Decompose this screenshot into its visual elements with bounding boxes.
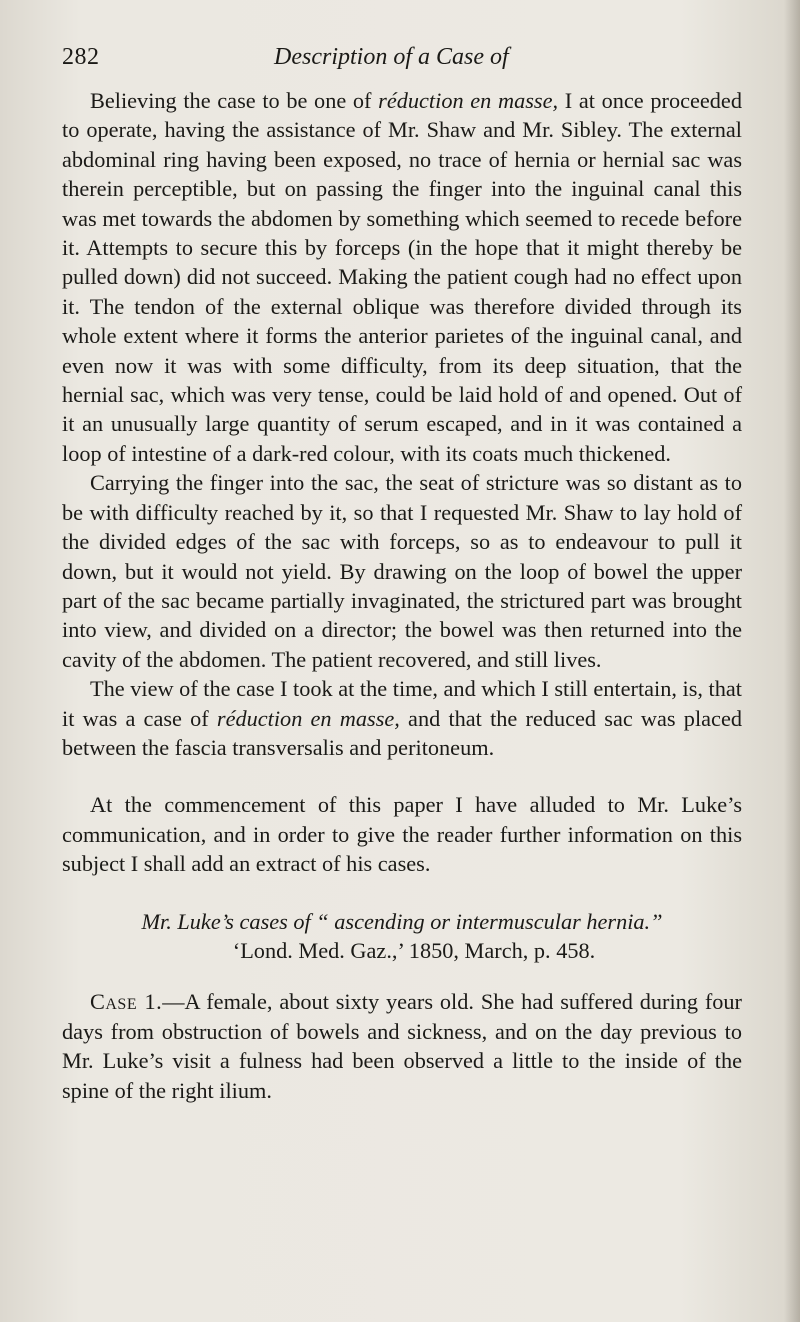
case-1-text: —A female, about sixty years old. She had suffered during four days from obstruction of bowels and sickness, and on the day previous to Mr. Luke’s visit a fulness had been observed a little to the inside of the spine of the right ilium. — [62, 989, 742, 1103]
paragraph-case-1 — [62, 987, 742, 1105]
citation-title: Mr. Luke’s cases of “ ascending or intermuscular hernia.” — [141, 908, 663, 934]
page-header — [62, 38, 742, 78]
case-label: Case 1. — [90, 989, 163, 1015]
paragraph-1-italic-term: réduction en masse, — [378, 88, 559, 113]
citation-block — [62, 907, 742, 966]
citation-reference: ‘Lond. Med. Gaz.,’ 1850, March, p. 458. — [232, 937, 596, 963]
paragraph-1-text-start: Believing the case to be one of — [90, 88, 379, 113]
paragraph-1 — [62, 86, 742, 468]
paragraph-3-italic-term: réduction en masse, — [216, 705, 400, 731]
paragraph-4: At the commencement of this paper I have alluded to Mr. Luke’s communication, and in order to give the reader further information on this subject I shall add an extract of his cases. — [62, 792, 742, 877]
paragraph-3 — [62, 674, 742, 762]
running-title: Description of a Case of — [274, 44, 509, 70]
paragraph-2: Carrying the finger into the sac, the seat of stricture was so distant as to be with difficulty reached by it, so that I requested Mr. Shaw to lay hold of the divided edges of the sac with forceps, so as to endeavour to pull it down, but it would not yield. By drawing on the loop of bowel the upper part of the sac became partially invaginated, the strictured part was brought into view, and divided on a director; the bowel was then returned into the cavity of the abdomen. The patient recovered, and still lives. — [62, 470, 742, 672]
paragraph-1-text-end: I at once proceeded to operate, having the assistance of Mr. Shaw and Mr. Sibley. The external abdominal ring having been exposed, no trace of hernia or hernial sac was therein perceptible, but on passing the finger into the inguinal canal this was met towards the abdomen by something which seemed to recede before it. Attempts to secure this by forceps (in the hope that it might thereby be pulled down) did not succeed. Making the patient cough had no effect upon it. The tendon of the external oblique was therefore divided through its whole extent where it forms the anterior parietes of the inguinal canal, and even now it was with some difficulty, from its deep situation, that the hernial sac, which was very tense, could be laid hold of and opened. Out of it an unusually large quantity of serum escaped, and in it was contained a loop of intestine of a dark-red colour, with its coats much thickened. — [62, 88, 742, 466]
paragraph-3-text-start: The view of the case I took at the time, and which I still entertain, is, that it was a case of — [62, 676, 742, 731]
paragraph-3-text-end: and that the reduced sac was placed between the fascia transversalis and peritoneum. — [62, 705, 742, 760]
page-number: 282 — [62, 44, 100, 70]
page-edge-shadow — [784, 0, 800, 1322]
